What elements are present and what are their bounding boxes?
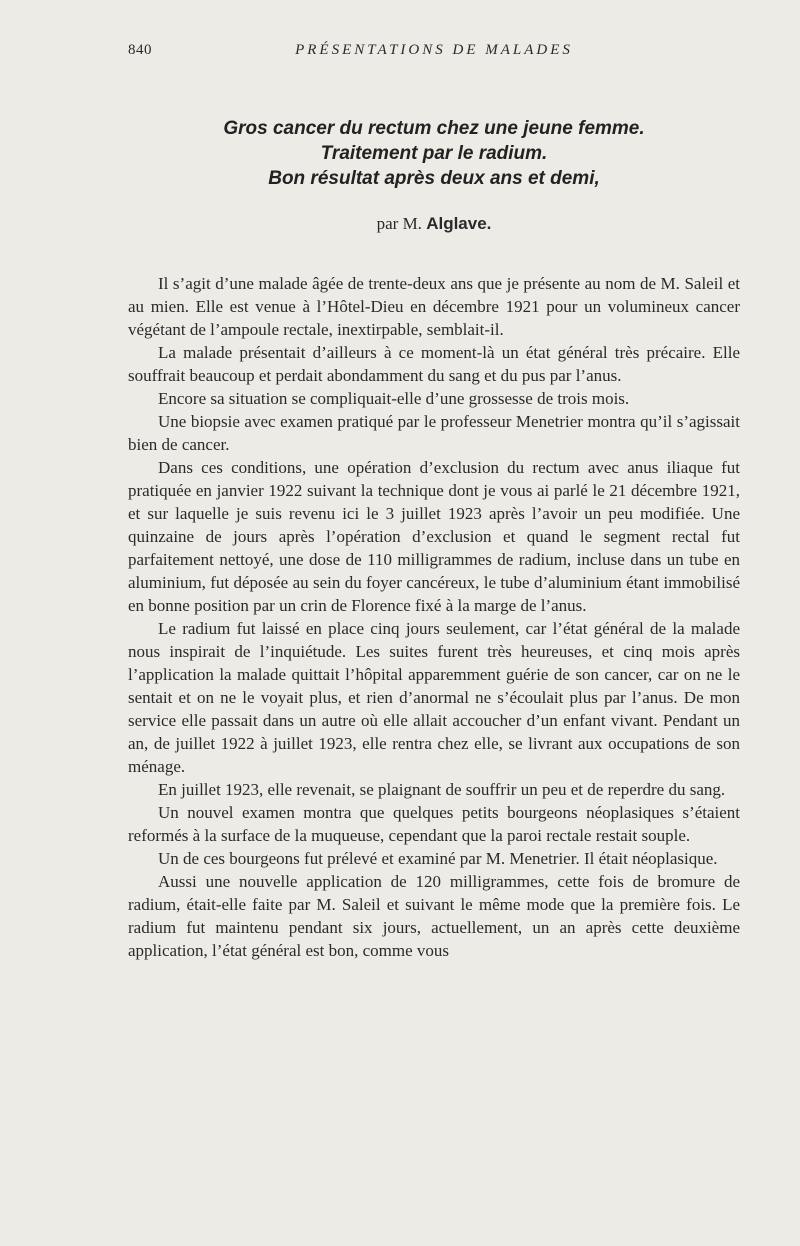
article-body [128,272,740,962]
article-title [128,116,740,191]
title-line-1: Gros cancer du rectum chez une jeune femme. [223,118,645,139]
paragraph: Le radium fut laissé en place cinq jours seulement, car l’état général de la malade nous inspirait de l’inquiétude. Les suites furent très heureuses, et cinq mois après l’application la malade quittait l’hôpital apparemment guérie de son cancer, car on ne le sentait et on ne le voyait plus, et rien d’anormal ne s’écoulait plus par l’anus. De mon service elle passait dans un autre où elle allait accoucher d’un enfant vivant. Pendant un an, de juillet 1922 à juillet 1923, elle rentra chez elle, se livrant aux occupations de son ménage. [128,619,740,776]
author-prefix: par M. [376,214,422,233]
paragraph: En juillet 1923, elle revenait, se plaignant de souffrir un peu et de reperdre du sang. [158,780,726,799]
title-line-2: Traitement par le radium. [320,143,548,164]
page-header [128,42,740,66]
page-number: 840 [128,42,152,58]
paragraph: Un nouvel examen montra que quelques petits bourgeons néoplasiques s’étaient reformés à la surface de la muqueuse, cependant que la paroi rectale restait souple. [128,803,740,845]
paragraph: Dans ces conditions, une opération d’exclusion du rectum avec anus iliaque fut pratiquée en janvier 1922 suivant la technique dont je vous ai parlé le 21 décembre 1921, et sur laquelle je suis revenu ici le 3 juillet 1923 après l’avoir un peu modifiée. Une quinzaine de jours après l’opération d’exclusion et quand le segment rectal fut parfaitement nettoyé, une dose de 110 milligrammes de radium, incluse dans un tube en aluminium, fut déposée au sein du foyer cancéreux, le tube d’aluminium étant immobilisé en bonne position par un crin de Florence fixé à la marge de l’anus. [128,458,740,615]
author-name: Alglave. [426,214,492,233]
paragraph: Un de ces bourgeons fut prélevé et examiné par M. Menetrier. Il était néoplasique. [158,849,718,868]
paragraph: La malade présentait d’ailleurs à ce moment-là un état général très précaire. Elle souffrait beaucoup et perdait abondamment du sang et du pus par l’anus. [128,343,740,385]
paragraph: Une biopsie avec examen pratiqué par le professeur Menetrier montra qu’il s’agissait bien de cancer. [128,412,740,454]
author-line [128,214,740,234]
running-head: PRÉSENTATIONS DE MALADES [295,42,573,58]
paragraph: Il s’agit d’une malade âgée de trente-deux ans que je présente au nom de M. Saleil et au mien. Elle est venue à l’Hôtel-Dieu en décembre 1921 pour un volumineux cancer végétant de l’ampoule rectale, inextirpable, semblait-il. [128,274,740,339]
paragraph: Aussi une nouvelle application de 120 milligrammes, cette fois de bromure de radium, était-elle faite par M. Saleil et suivant le même mode que la première fois. Le radium fut maintenu pendant six jours, actuellement, un an après cette deuxième application, l’état général est bon, comme vous [128,872,740,960]
title-line-3: Bon résultat après deux ans et demi, [268,168,600,189]
paragraph: Encore sa situation se compliquait-elle d’une grossesse de trois mois. [158,389,630,408]
